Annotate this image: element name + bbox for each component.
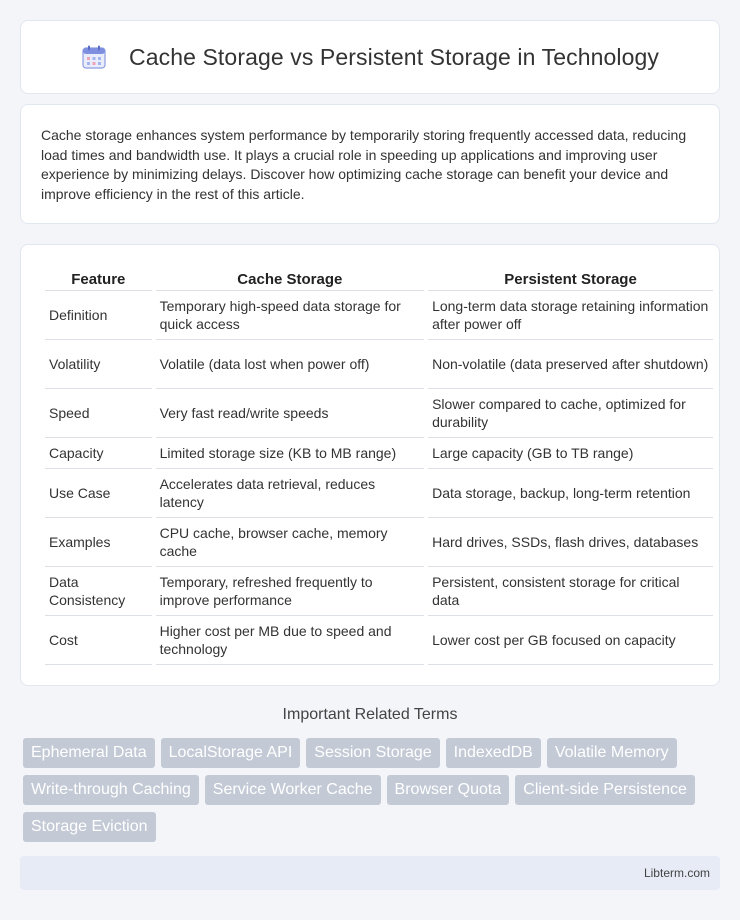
cell-persistent: Non-volatile (data preserved after shutdown)	[428, 340, 713, 389]
cell-cache: Temporary, refreshed frequently to improve performance	[156, 567, 425, 616]
table-row	[45, 438, 713, 469]
cell-cache: Volatile (data lost when power off)	[156, 340, 425, 389]
header-persistent-storage: Persistent Storage	[428, 265, 713, 291]
cell-cache: Limited storage size (KB to MB range)	[156, 438, 425, 469]
header-feature: Feature	[45, 265, 152, 291]
tag-session-storage[interactable]: Session Storage	[306, 738, 439, 768]
table-row	[45, 616, 713, 665]
cell-cache: CPU cache, browser cache, memory cache	[156, 518, 425, 567]
cell-cache: Very fast read/write speeds	[156, 389, 425, 438]
header-inner	[81, 44, 659, 71]
related-terms-title: Important Related Terms	[282, 706, 458, 723]
tag-browser-quota[interactable]: Browser Quota	[387, 775, 510, 805]
cell-feature: Volatility	[45, 340, 152, 389]
tag-localstorage-api[interactable]: LocalStorage API	[161, 738, 301, 768]
tag-storage-eviction[interactable]: Storage Eviction	[23, 812, 156, 842]
intro-card	[20, 104, 720, 224]
header-card	[20, 20, 720, 94]
comparison-table-card	[20, 244, 720, 686]
comparison-table	[41, 265, 717, 665]
calendar-grid-icon	[81, 44, 107, 70]
tag-row	[23, 775, 723, 805]
cell-cache: Temporary high-speed data storage for quick access	[156, 291, 425, 340]
footer	[20, 856, 720, 890]
tag-service-worker-cache[interactable]: Service Worker Cache	[205, 775, 381, 805]
tag-indexeddb[interactable]: IndexedDB	[446, 738, 541, 768]
cell-persistent: Data storage, backup, long-term retention	[428, 469, 713, 518]
table-row	[45, 567, 713, 616]
tag-row	[23, 812, 723, 842]
cell-persistent: Persistent, consistent storage for critical data	[428, 567, 713, 616]
table-row	[45, 340, 713, 389]
tag-write-through-caching[interactable]: Write-through Caching	[23, 775, 199, 805]
related-terms-list	[23, 738, 723, 849]
cell-feature: Examples	[45, 518, 152, 567]
table-row	[45, 291, 713, 340]
table-row	[45, 389, 713, 438]
footer-site-link[interactable]: Libterm.com	[643, 866, 710, 880]
cell-cache: Higher cost per MB due to speed and technology	[156, 616, 425, 665]
cell-persistent: Slower compared to cache, optimized for durability	[428, 389, 713, 438]
tag-ephemeral-data[interactable]: Ephemeral Data	[23, 738, 155, 768]
cell-cache: Accelerates data retrieval, reduces latency	[156, 469, 425, 518]
page-title: Cache Storage vs Persistent Storage in Technology	[129, 43, 659, 70]
header-cache-storage: Cache Storage	[156, 265, 425, 291]
cell-feature: Definition	[45, 291, 152, 340]
cell-persistent: Hard drives, SSDs, flash drives, databases	[428, 518, 713, 567]
table-row	[45, 518, 713, 567]
intro-text: Cache storage enhances system performance by temporarily storing frequently accessed data, reducing load times and bandwidth use. It plays a crucial role in speeding up applications and improving user experience by minimizing delays. Discover how optimizing cache storage can benefit your device and improve efficiency in the rest of this article.	[41, 127, 687, 202]
cell-feature: Capacity	[45, 438, 152, 469]
tag-volatile-memory[interactable]: Volatile Memory	[547, 738, 677, 768]
table-row	[45, 469, 713, 518]
cell-persistent: Large capacity (GB to TB range)	[428, 438, 713, 469]
cell-feature: Cost	[45, 616, 152, 665]
cell-feature: Use Case	[45, 469, 152, 518]
tag-row	[23, 738, 723, 768]
table-header-row	[45, 265, 713, 291]
cell-persistent: Lower cost per GB focused on capacity	[428, 616, 713, 665]
cell-feature: Data Consistency	[45, 567, 152, 616]
tag-client-side-persistence[interactable]: Client-side Persistence	[515, 775, 695, 805]
cell-persistent: Long-term data storage retaining information after power off	[428, 291, 713, 340]
cell-feature: Speed	[45, 389, 152, 438]
